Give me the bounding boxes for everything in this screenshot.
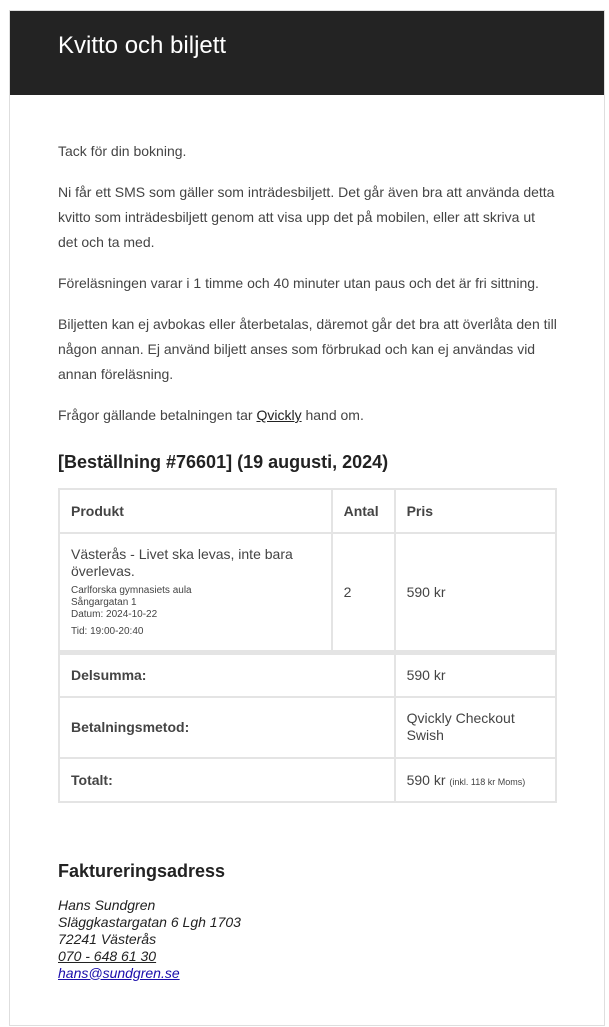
billing-email-link[interactable]: hans@sundgren.se: [58, 964, 180, 981]
subtotal-row: [59, 653, 556, 697]
product-date: Datum: 2024-10-22: [71, 609, 158, 620]
refund-policy-paragraph: Biljetten kan ej avbokas eller återbetalas, däremot går det bra att överlåta den till någon annan. Ej använd biljett anses som förbrukad och kan ej användas vid annan föreläsning.: [58, 316, 557, 382]
product-name: Västerås - Livet ska levas, inte bara överlevas.: [71, 546, 293, 579]
email-body: [58, 139, 558, 982]
billing-address: [58, 897, 558, 982]
total-value-cell: [395, 758, 556, 802]
payment-questions-suffix: hand om.: [301, 407, 364, 423]
thanks-paragraph: Tack för din bokning.: [58, 143, 187, 159]
column-header-product: Produkt: [59, 489, 332, 533]
qvickly-link[interactable]: Qvickly: [256, 407, 302, 423]
column-header-qty: Antal: [332, 489, 395, 533]
payment-method-line1: Qvickly Checkout: [406, 710, 515, 726]
product-cell: [59, 533, 332, 653]
billing-section: [58, 859, 558, 982]
price-cell: 590 kr: [395, 533, 556, 653]
total-value: 590 kr: [406, 771, 446, 788]
billing-city: 72241 Västerås: [58, 930, 157, 947]
email-frame: [9, 10, 605, 1026]
payment-method-row: [59, 697, 556, 758]
column-header-price: Pris: [395, 489, 556, 533]
qty-cell: 2: [332, 533, 395, 653]
order-table: [58, 488, 557, 803]
order-title: [Beställning #76601] (19 augusti, 2024): [58, 452, 389, 472]
billing-street: Släggkastargatan 6 Lgh 1703: [58, 913, 241, 930]
sms-ticket-paragraph: Ni får ett SMS som gäller som inträdesbiljett. Det går även bra att använda detta kvitto som inträdesbiljett genom att visa upp det på mobilen, eller att skriva ut det och ta med.: [58, 184, 555, 250]
billing-name: Hans Sundgren: [58, 896, 156, 913]
duration-paragraph: Föreläsningen varar i 1 timme och 40 minuter utan paus och det är fri sittning.: [58, 275, 539, 291]
payment-method-label: Betalningsmetod:: [59, 697, 395, 758]
product-time: Tid: 19:00-20:40: [71, 626, 144, 637]
payment-method-value: [395, 697, 556, 758]
total-label: Totalt:: [59, 758, 395, 802]
payment-questions-paragraph: [58, 403, 558, 428]
total-row: [59, 758, 556, 802]
billing-title: Faktureringsadress: [58, 860, 226, 881]
payment-method-line2: Swish: [406, 727, 444, 743]
page-title: Kvitto och biljett: [58, 32, 227, 59]
total-tax: (inkl. 118 kr Moms): [449, 776, 526, 787]
order-header-row: [59, 489, 556, 533]
subtotal-value: 590 kr: [395, 653, 556, 697]
order-item-row: [59, 533, 556, 653]
subtotal-label: Delsumma:: [59, 653, 395, 697]
email-header: [10, 11, 604, 95]
billing-phone-link[interactable]: 070 - 648 61 30: [58, 947, 157, 964]
payment-questions-prefix: Frågor gällande betalningen tar: [58, 407, 257, 423]
product-street: Sångargatan 1: [71, 597, 137, 608]
product-venue: Carlforska gymnasiets aula: [71, 585, 192, 596]
